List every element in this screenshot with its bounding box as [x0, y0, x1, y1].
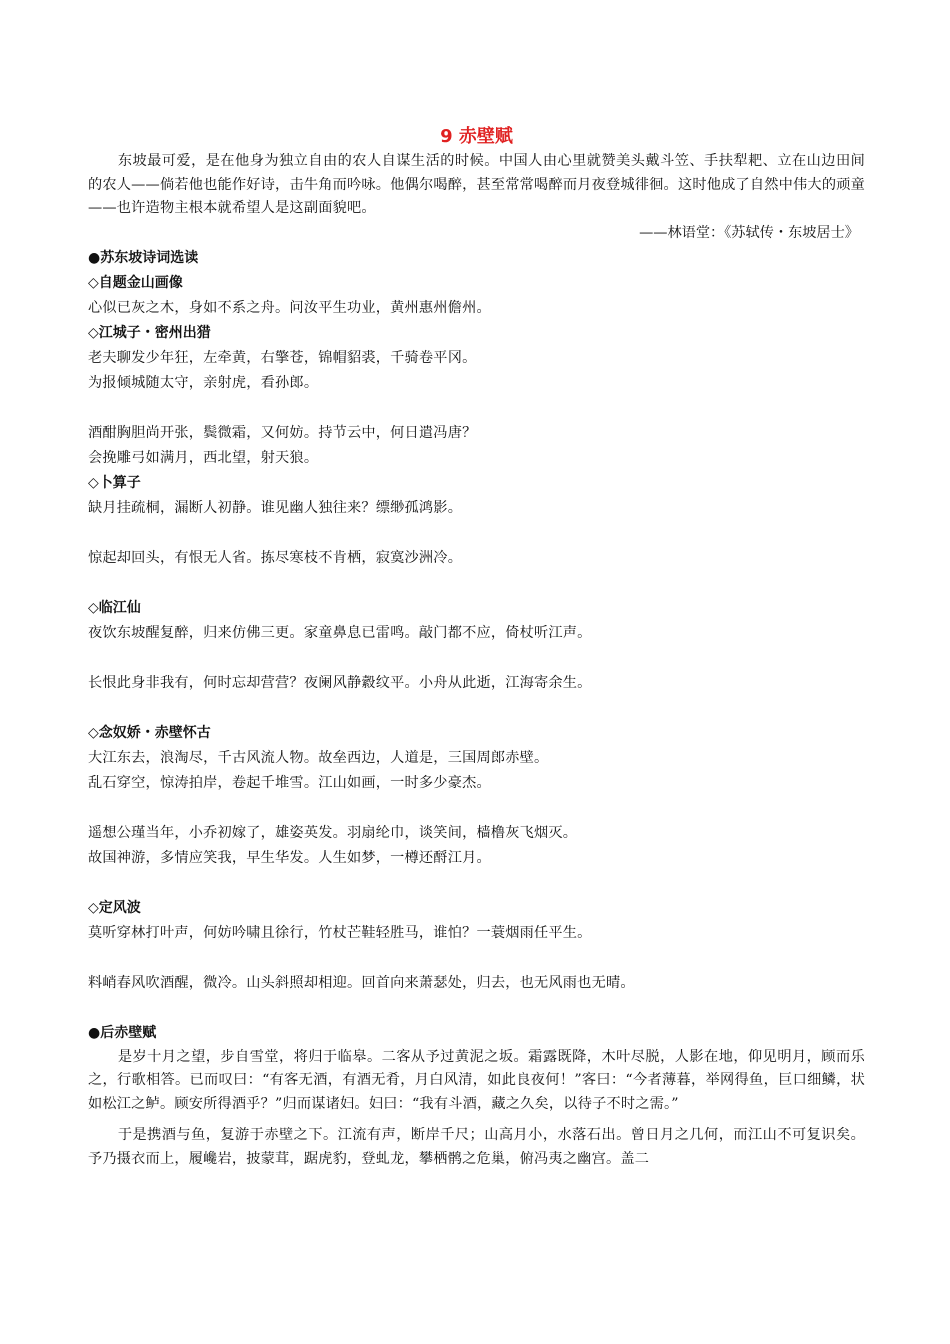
document-page	[88, 124, 865, 1171]
stanza-break	[88, 946, 865, 971]
stanza-break	[88, 396, 865, 421]
poem-line: 遥想公瑾当年，小乔初嫁了，雄姿英发。羽扇纶巾，谈笑间，樯橹灰飞烟灭。	[88, 824, 578, 841]
houchibifu-paragraph-2: 于是携酒与鱼，复游于赤壁之下。江流有声，断岸千尺；山高月小，水落石出。曾日月之几何，而江山不可复识矣。予乃摄衣而上，履巉岩，披蒙茸，踞虎豹，登虬龙，攀栖鹘之危巢，俯冯夷之幽宫。盖二	[88, 1127, 865, 1167]
poem-break	[88, 871, 865, 896]
poem-line: 老夫聊发少年狂，左牵黄，右擎苍，锦帽貂裘，千骑卷平冈。	[88, 349, 477, 366]
poem-line: 缺月挂疏桐，漏断人初静。谁见幽人独往来？缥缈孤鸿影。	[88, 499, 463, 516]
poem-line: 料峭春风吹酒醒，微冷。山头斜照却相迎。回首向来萧瑟处，归去，也无风雨也无晴。	[88, 974, 635, 991]
intro-citation: ——林语堂：《苏轼传・东坡居士》	[639, 224, 859, 241]
poem-line: 酒酣胸胆尚开张，鬓微霜，又何妨。持节云中，何日遣冯唐？	[88, 424, 477, 441]
stanza-break	[88, 521, 865, 546]
poem-line: 长恨此身非我有，何时忘却营营？夜阑风静縠纹平。小舟从此逝，江海寄余生。	[88, 674, 592, 691]
poem-title: ◇定风波	[88, 899, 141, 916]
poem-title: ◇江城子・密州出猎	[88, 324, 211, 341]
poem-break	[88, 696, 865, 721]
poem-line: 故国神游，多情应笑我，早生华发。人生如梦，一樽还酹江月。	[88, 849, 491, 866]
poem-break	[88, 571, 865, 596]
houchibifu-paragraph-1: 是岁十月之望，步自雪堂，将归于临皋。二客从予过黄泥之坂。霜露既降，木叶尽脱，人影在地，仰见明月，顾而乐之，行歌相答。已而叹曰：“有客无酒，有酒无肴，月白风清，如此良夜何！”客曰：“今者薄暮，举网得鱼，巨口细鳞，状如松江之鲈。顾安所得酒乎？”归而谋诸妇。妇曰：“我有斗酒，藏之久矣，以待子不时之需。”	[88, 1048, 865, 1112]
poem-line: 为报倾城随太守，亲射虎，看孙郎。	[88, 374, 319, 391]
poem-line: 心似已灰之木，身如不系之舟。问汝平生功业，黄州惠州儋州。	[88, 299, 491, 316]
poem-line: 莫听穿林打叶声，何妨吟啸且徐行，竹杖芒鞋轻胜马，谁怕？一蓑烟雨任平生。	[88, 924, 592, 941]
poem-line: 会挽雕弓如满月，西北望，射天狼。	[88, 449, 319, 466]
intro-paragraph: 东坡最可爱，是在他身为独立自由的农人自谋生活的时候。中国人由心里就赞美头戴斗笠、手扶犁耙、立在山边田间的农人——倘若他也能作好诗，击牛角而吟咏。他偶尔喝醉，甚至常常喝醉而月夜登城徘徊。这时他成了自然中伟大的顽童——也许造物主根本就希望人是这副面貌吧。	[88, 153, 865, 216]
page-title: 9 赤壁赋	[440, 126, 513, 147]
poem-line: 大江东去，浪淘尽，千古风流人物。故垒西边，人道是，三国周郎赤壁。	[88, 749, 549, 766]
poem-title: ◇卜算子	[88, 474, 141, 491]
poem-list	[88, 271, 865, 996]
stanza-break	[88, 796, 865, 821]
poem-line: 夜饮东坡醒复醉，归来仿佛三更。家童鼻息已雷鸣。敲门都不应，倚杖听江声。	[88, 624, 592, 641]
spacer	[88, 996, 865, 1021]
poem-title: ◇临江仙	[88, 599, 141, 616]
section-heading-houchibifu: ●后赤壁赋	[88, 1024, 157, 1041]
poem-line: 乱石穿空，惊涛拍岸，卷起千堆雪。江山如画，一时多少豪杰。	[88, 774, 491, 791]
stanza-break	[88, 646, 865, 671]
section-heading-poems: ●苏东坡诗词选读	[88, 249, 199, 266]
poem-line: 惊起却回头，有恨无人省。拣尽寒枝不肯栖，寂寞沙洲冷。	[88, 549, 463, 566]
poem-title: ◇念奴娇・赤壁怀古	[88, 724, 211, 741]
poem-title: ◇自题金山画像	[88, 274, 183, 291]
